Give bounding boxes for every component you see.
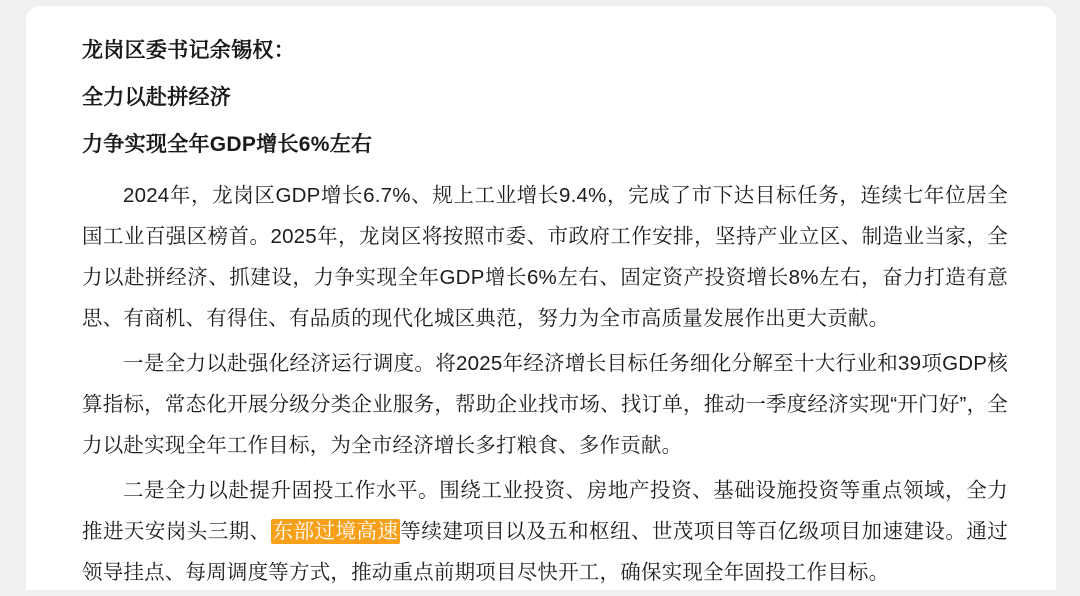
highlighted-text: 东部过境高速 bbox=[272, 520, 399, 543]
paragraph-1 bbox=[82, 175, 1008, 339]
document-card bbox=[26, 6, 1056, 590]
document-heading-subtitle: 全力以赴拼经济 bbox=[82, 86, 232, 109]
document-heading-goal: 力争实现全年GDP增长6%左右 bbox=[82, 133, 373, 156]
paragraph-3 bbox=[82, 470, 1008, 590]
text-run: 等续建项目以及五和枢纽、世茂项目等百亿级项目加速建设。通过领导挂点、每周调度等方式，推动重点前期项目尽快开工，确保实现全年固投工作目标。 bbox=[82, 520, 1008, 584]
text-run: 二是全力以赴提升固投工作水平。围绕工业投资、房地产投资、基础设施投资等重点领域，全力推进天安岗头三期、 bbox=[82, 479, 1008, 543]
text-run: 2024年，龙岗区GDP增长6.7%、规上工业增长9.4%，完成了市下达目标任务，连续七年位居全国工业百强区榜首。2025年，龙岗区将按照市委、市政府工作安排，坚持产业立区、制造业当家，全力以赴拼经济、抓建设，力争实现全年GDP增长6%左右、固定资产投资增长8%左右，奋力打造有意思、有商机、有得住、有品质的现代化城区典范，努力为全市高质量发展作出更大贡献。 bbox=[82, 184, 1008, 330]
paragraph-2 bbox=[82, 343, 1008, 466]
document-heading-title: 龙岗区委书记余锡权： bbox=[82, 39, 295, 62]
text-run: 一是全力以赴强化经济运行调度。将2025年经济增长目标任务细化分解至十大行业和39项GDP核算指标，常态化开展分级分类企业服务，帮助企业找市场、找订单，推动一季度经济实现“开门好”，全力以赴实现全年工作目标，为全市经济增长多打粮食、多作贡献。 bbox=[82, 352, 1008, 457]
